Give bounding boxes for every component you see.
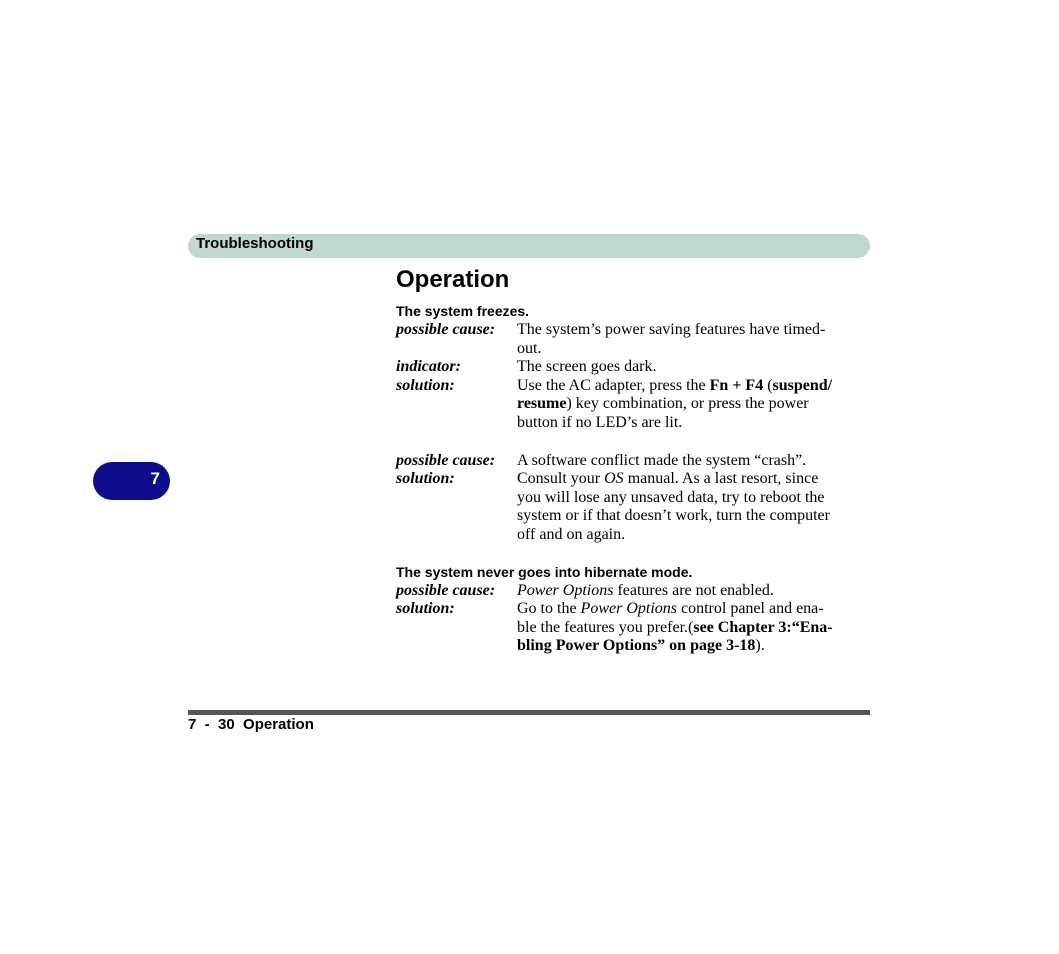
- issue3-cause-row: [396, 582, 856, 601]
- issue-heading-hibernate: The system never goes into hibernate mode.: [396, 563, 693, 580]
- issue-heading-freezes: The system freezes.: [396, 303, 530, 319]
- solution-text: Use the AC adapter, press the Fn + F4 (suspend/ resume) key combination, or press the power button if no LED’s are lit.: [517, 376, 833, 431]
- cause-text: Power Options features are not enabled.: [517, 581, 774, 599]
- key-combination: Fn + F4: [709, 376, 764, 394]
- indicator-label: indicator:: [396, 358, 461, 376]
- indicator-text: The screen goes dark.: [517, 358, 657, 376]
- issue1-solution-row: [396, 377, 856, 433]
- solution-label: solution:: [396, 376, 455, 394]
- solution-text: Consult your OS manual. As a last resort, since you will lose any unsaved data, try to reboot the system or if that doesn’t work, turn the computer off and on again.: [517, 470, 830, 543]
- footer-page-label: 7 - 30 Operation: [188, 716, 314, 733]
- issue2-cause-row: [396, 452, 856, 471]
- solution-label: solution:: [396, 600, 455, 618]
- cause-label: possible cause:: [396, 451, 496, 469]
- section-header-bar: [188, 234, 870, 258]
- section-header-title: Troubleshooting: [196, 235, 314, 252]
- footer-rule: [188, 710, 870, 715]
- solution-label: solution:: [396, 470, 455, 488]
- page-title: Operation: [396, 266, 510, 293]
- cause-text: A software conflict made the system “crash”.: [517, 451, 807, 469]
- page-content: [396, 265, 856, 656]
- solution-text: Go to the Power Options control panel and ena-ble the features you prefer.(see Chapter 3:“Ena-bling Power Options” on page 3-18).: [517, 600, 833, 655]
- cause-label: possible cause:: [396, 581, 496, 599]
- issue2-solution-row: [396, 470, 856, 544]
- cause-label: possible cause:: [396, 321, 496, 338]
- issue3-solution-row: [396, 600, 856, 656]
- chapter-tab[interactable]: [93, 462, 170, 500]
- cause-text: The system’s power saving features have timed-out.: [517, 321, 826, 357]
- issue1-indicator-row: [396, 358, 856, 377]
- cross-reference-link[interactable]: see Chapter 3:“Ena-bling Power Options” on page 3-18: [517, 618, 833, 655]
- chapter-number: 7: [150, 469, 160, 488]
- issue1-cause-row: [396, 321, 856, 358]
- key-function: suspend/ resume: [517, 376, 833, 413]
